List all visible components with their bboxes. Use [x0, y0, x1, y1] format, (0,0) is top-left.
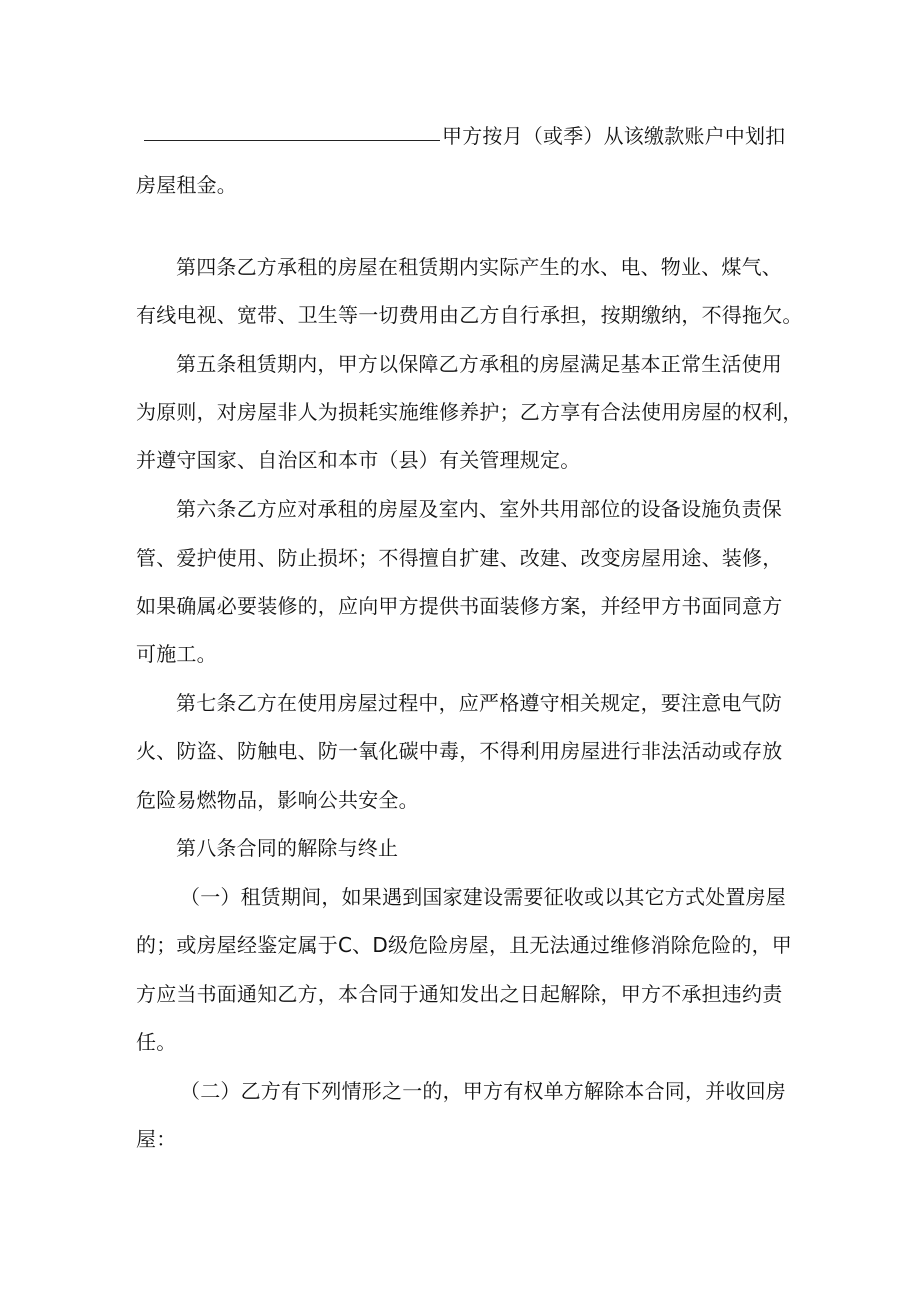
text-line: 如果确属必要装修的，应向甲方提供书面装修方案，并经甲方书面同意方 [136, 594, 783, 618]
section-heading: 第八条合同的解除与终止 [176, 836, 399, 860]
text-line: 管、爱护使用、防止损坏；不得擅自扩建、改建、改变房屋用途、装修， [136, 546, 783, 570]
text-line: 可施工。 [136, 642, 217, 666]
text-line: 第七条乙方在使用房屋过程中，应严格遵守相关规定，要注意电气防 [176, 691, 782, 715]
text-line: 第六条乙方应对承租的房屋及室内、室外共用部位的设备设施负责保 [176, 497, 782, 521]
text-line: 并遵守国家、自治区和本市（县）有关管理规定。 [136, 448, 581, 472]
text-line: （一）租赁期间，如果遇到国家建设需要征收或以其它方式处置房屋 [180, 885, 786, 909]
text-line: 屋： [136, 1127, 177, 1151]
text-line: 方应当书面通知乙方，本合同于通知发出之日起解除，甲方不承担违约责 [136, 982, 783, 1006]
text-line: 的；或房屋经鉴定属于C、D级危险房屋，且无法通过维修消除危险的，甲 [136, 933, 792, 957]
text-line [144, 123, 785, 149]
text-line: 任。 [136, 1030, 177, 1054]
fill-in-blank [144, 139, 440, 141]
line-text: 甲方按月（或季）从该缴款账户中划扣 [442, 124, 786, 148]
text-line: 第四条乙方承租的房屋在租赁期内实际产生的水、电、物业、煤气、 [176, 255, 782, 279]
text-line: 危险易燃物品，影响公共安全。 [136, 788, 419, 812]
text-line: 火、防盗、防触电、防一氧化碳中毒，不得利用房屋进行非法活动或存放 [136, 739, 783, 763]
text-line: （二）乙方有下列情形之一的，甲方有权单方解除本合同，并收回房 [180, 1079, 786, 1103]
text-line: 第五条租赁期内，甲方以保障乙方承租的房屋满足基本正常生活使用 [176, 352, 782, 376]
text-line: 房屋租金。 [136, 173, 237, 197]
text-line: 有线电视、宽带、卫生等一切费用由乙方自行承担，按期缴纳，不得拖欠。 [136, 303, 803, 327]
text-line: 为原则，对房屋非人为损耗实施维修养护；乙方享有合法使用房屋的权利， [136, 400, 803, 424]
